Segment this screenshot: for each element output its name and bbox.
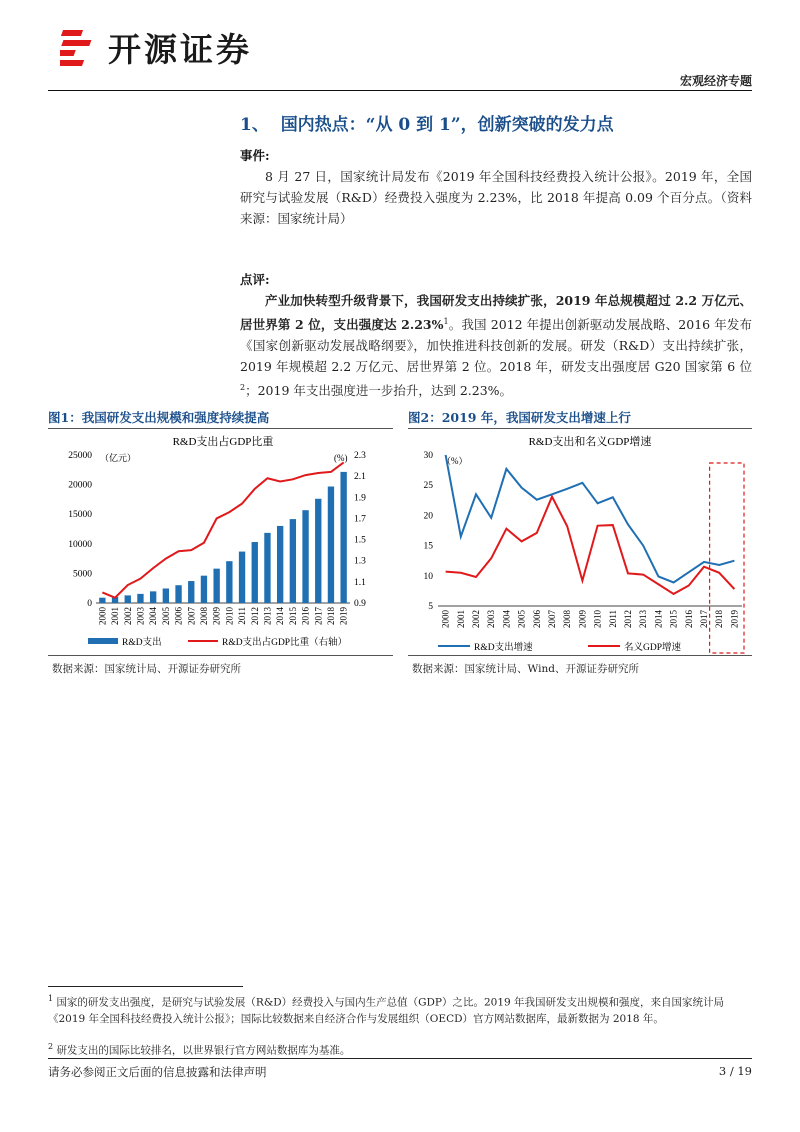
section-heading bbox=[240, 110, 614, 135]
chart2-x-tick-label: 2009 bbox=[577, 610, 588, 628]
figure2-chart bbox=[408, 430, 752, 655]
chart1-y-tick-label: 25000 bbox=[68, 451, 92, 461]
chart2-y-tick-label: 20 bbox=[423, 511, 433, 522]
chart2-x-tick-label: 2002 bbox=[471, 610, 481, 628]
chart2-x-tick-label: 2015 bbox=[668, 610, 679, 628]
comment-paragraph bbox=[240, 290, 752, 401]
chart2-y-tick-label: 25 bbox=[423, 481, 433, 492]
comment-text-a: 。我国 2012 年提出创新驱动发展战略、2016 年发布《国家创新驱动发展战略纲要》，加快推进科技创新的发展。研发（R&D）支出持续扩张，2019 年规模超 2.2 万亿元、居世界第 2 位。2018 年，研发支出强度居 G20 国家第 6 位 bbox=[240, 317, 753, 375]
chart1-x-tick-label: 2018 bbox=[325, 607, 336, 625]
chart2-line-series-2 bbox=[446, 497, 735, 594]
chart1-y2-tick-label: 2.3 bbox=[354, 451, 366, 461]
chart2-x-tick-label: 2016 bbox=[683, 610, 694, 628]
chart1-x-tick-label: 2002 bbox=[122, 607, 133, 625]
chart1-bar bbox=[277, 526, 283, 603]
chart2-x-tick-label: 2006 bbox=[531, 610, 542, 628]
chart2-x-tick-label: 2019 bbox=[729, 610, 740, 628]
chart2-x-tick-label: 2000 bbox=[440, 610, 451, 628]
chart1-x-tick-label: 2009 bbox=[211, 607, 222, 625]
chart1-x-tick-label: 2005 bbox=[160, 607, 171, 625]
figure1-caption: 图1：我国研发支出规模和强度持续提高 bbox=[48, 410, 270, 425]
chart1-x-tick-label: 2008 bbox=[198, 607, 209, 625]
chart2-x-tick-label: 2003 bbox=[486, 610, 497, 628]
chart1-y-tick-label: 5000 bbox=[73, 569, 92, 580]
chart1-legend-bar-label: R&D支出 bbox=[122, 638, 162, 648]
event-label: 事件: bbox=[240, 148, 270, 163]
chart1-x-tick-label: 2007 bbox=[186, 607, 197, 625]
chart1-bar bbox=[239, 552, 245, 603]
chart1-y-tick-label: 10000 bbox=[68, 539, 92, 550]
chart2-x-tick-label: 2011 bbox=[607, 610, 618, 628]
chart1-bar bbox=[290, 519, 296, 603]
chart1-y2-tick-label: 1.5 bbox=[354, 535, 366, 546]
chart1-legend-line-label: R&D支出占GDP比重（右轴） bbox=[222, 638, 348, 648]
chart2-y-tick-label: 15 bbox=[423, 541, 433, 552]
chart2-y-tick-label: 30 bbox=[423, 451, 433, 461]
chart1-bar bbox=[340, 472, 346, 603]
figure2-top-rule bbox=[408, 428, 752, 429]
chart1-y-tick-label: 20000 bbox=[68, 480, 92, 491]
chart1-bar bbox=[328, 487, 334, 603]
chart1-x-tick-label: 2011 bbox=[237, 607, 248, 625]
chart1-bar bbox=[137, 594, 143, 603]
chart1-bar bbox=[213, 569, 219, 603]
chart1-bar bbox=[201, 576, 207, 603]
report-type: 宏观经济专题 bbox=[679, 74, 752, 88]
chart1-y-tick-label: 15000 bbox=[68, 510, 92, 521]
footnote-2-num: 2 bbox=[48, 1042, 54, 1051]
chart1-x-tick-label: 2000 bbox=[97, 607, 108, 625]
chart1-x-tick-label: 2013 bbox=[262, 607, 273, 625]
footnote-divider bbox=[48, 986, 243, 987]
chart1-bar bbox=[99, 598, 105, 603]
chart2-title: R&D支出和名义GDP增速 bbox=[528, 436, 652, 448]
chart2-unit: （%） bbox=[442, 456, 468, 466]
figure1-top-rule bbox=[48, 428, 393, 429]
company-name: 开源证券 bbox=[108, 30, 252, 69]
chart1-bar bbox=[188, 581, 194, 603]
figure1-chart bbox=[48, 430, 393, 655]
chart1-bar bbox=[264, 533, 270, 603]
chart2-y-tick-label: 5 bbox=[428, 602, 433, 612]
chart1-x-tick-label: 2014 bbox=[275, 607, 286, 625]
footnote-ref-2[interactable]: 2 bbox=[240, 383, 246, 393]
chart2-legend-label-1: R&D支出增速 bbox=[474, 643, 533, 653]
chart1-bar bbox=[252, 542, 258, 603]
chart1-y2-tick-label: 0.9 bbox=[354, 599, 366, 609]
chart2-x-tick-label: 2018 bbox=[714, 610, 725, 628]
footnote-1 bbox=[48, 991, 752, 1027]
chart1-x-tick-label: 2010 bbox=[224, 607, 235, 625]
chart1-x-tick-label: 2019 bbox=[338, 607, 349, 625]
comment-text-b: ；2019 年支出强度进一步抬升，达到 2.23%。 bbox=[245, 383, 513, 399]
footnote-1-num: 1 bbox=[48, 994, 54, 1003]
chart2-x-tick-label: 2007 bbox=[547, 610, 557, 628]
chart2-legend-label-2: 名义GDP增速 bbox=[624, 643, 682, 653]
chart1-bar bbox=[150, 591, 156, 603]
chart1-x-tick-label: 2003 bbox=[135, 607, 146, 625]
chart1-y2-tick-label: 2.1 bbox=[354, 472, 366, 483]
event-text: 8 月 27 日，国家统计局发布《2019 年全国科技经费投入统计公报》。2019 年，全国研究与试验发展（R&D）经费投入强度为 2.23%，比 2018 年提高 0.09 个百分点。（资料来源：国家统计局） bbox=[240, 169, 752, 226]
chart1-x-tick-label: 2015 bbox=[287, 607, 298, 625]
figure2-caption: 图2：2019 年，我国研发支出增速上行 bbox=[408, 410, 631, 425]
footnote-2 bbox=[48, 1039, 752, 1059]
figure1-source: 数据来源：国家统计局、开源证券研究所 bbox=[52, 663, 241, 675]
chart2-x-tick-label: 2010 bbox=[592, 610, 603, 628]
logo-mark-icon bbox=[60, 30, 91, 66]
header-divider bbox=[48, 90, 752, 91]
page-number: 3 / 19 bbox=[718, 1064, 752, 1078]
figure2-bottom-rule bbox=[408, 655, 752, 656]
chart1-left-unit: （亿元） bbox=[100, 453, 137, 463]
chart2-y-tick-label: 10 bbox=[423, 571, 433, 582]
chart1-y2-tick-label: 1.3 bbox=[354, 556, 366, 567]
chart2-x-tick-label: 2012 bbox=[623, 610, 633, 628]
chart1-bar bbox=[175, 585, 181, 603]
footnote-ref-1[interactable]: 1 bbox=[443, 317, 449, 326]
footer-disclaimer[interactable]: 请务必参阅正文后面的信息披露和法律声明 bbox=[48, 1065, 267, 1079]
chart2-x-tick-label: 2001 bbox=[455, 610, 466, 628]
chart1-x-tick-label: 2016 bbox=[300, 607, 311, 625]
chart2-x-tick-label: 2008 bbox=[562, 610, 573, 628]
chart2-x-tick-label: 2014 bbox=[653, 610, 664, 628]
chart2-x-tick-label: 2004 bbox=[501, 610, 512, 628]
chart2-line-series-1 bbox=[446, 455, 735, 582]
chart1-x-tick-label: 2001 bbox=[110, 607, 121, 625]
chart1-bar bbox=[315, 499, 321, 603]
chart1-x-tick-label: 2012 bbox=[249, 607, 260, 625]
footer-divider bbox=[48, 1058, 752, 1059]
section-title: 国内热点：“从 0 到 1”，创新突破的发力点 bbox=[280, 115, 614, 135]
section-number: 1、 bbox=[240, 115, 269, 135]
chart1-x-tick-label: 2004 bbox=[148, 607, 159, 625]
chart1-y2-tick-label: 1.9 bbox=[354, 493, 366, 504]
figure1-bottom-rule bbox=[48, 655, 393, 656]
chart1-y-tick-label: 0 bbox=[87, 599, 92, 609]
chart1-bar bbox=[125, 595, 131, 603]
chart1-x-tick-label: 2006 bbox=[173, 607, 184, 625]
chart1-bar bbox=[163, 588, 169, 603]
chart1-bar bbox=[226, 561, 232, 603]
chart1-y2-tick-label: 1.1 bbox=[354, 577, 366, 588]
footnote-2-text: 研发支出的国际比较排名，以世界银行官方网站数据库为基准。 bbox=[56, 1044, 351, 1057]
chart2-x-tick-label: 2005 bbox=[516, 610, 527, 628]
chart2-x-tick-label: 2017 bbox=[699, 610, 709, 628]
chart2-x-tick-label: 2013 bbox=[638, 610, 649, 628]
footnote-1-text: 国家的研发支出强度，是研究与试验发展（R&D）经费投入与国内生产总值（GDP）之比。2019 年我国研发支出规模和强度，来自国家统计局《2019 年全国科技经费投入统计公报》；国际比较数据来自经济合作与发展组织（OECD）官方网站数据库，最新数据为 2018 年。 bbox=[48, 996, 725, 1025]
chart1-x-tick-label: 2017 bbox=[313, 607, 324, 625]
chart1-legend-bar-swatch bbox=[88, 638, 118, 644]
chart1-bar bbox=[302, 510, 308, 603]
comment-label: 点评: bbox=[240, 272, 270, 287]
comment-bold-text: 产业加快转型升级背景下，我国研发支出持续扩张，2019 年总规模超过 2.2 万亿元、居世界第 2 位，支出强度达 2.23% bbox=[240, 293, 752, 333]
chart1-title: R&D支出占GDP比重 bbox=[172, 436, 274, 448]
figure2-source: 数据来源：国家统计局、Wind、开源证券研究所 bbox=[412, 663, 639, 675]
chart1-y2-tick-label: 1.7 bbox=[354, 514, 366, 525]
chart1-right-unit: (%) bbox=[334, 453, 348, 463]
